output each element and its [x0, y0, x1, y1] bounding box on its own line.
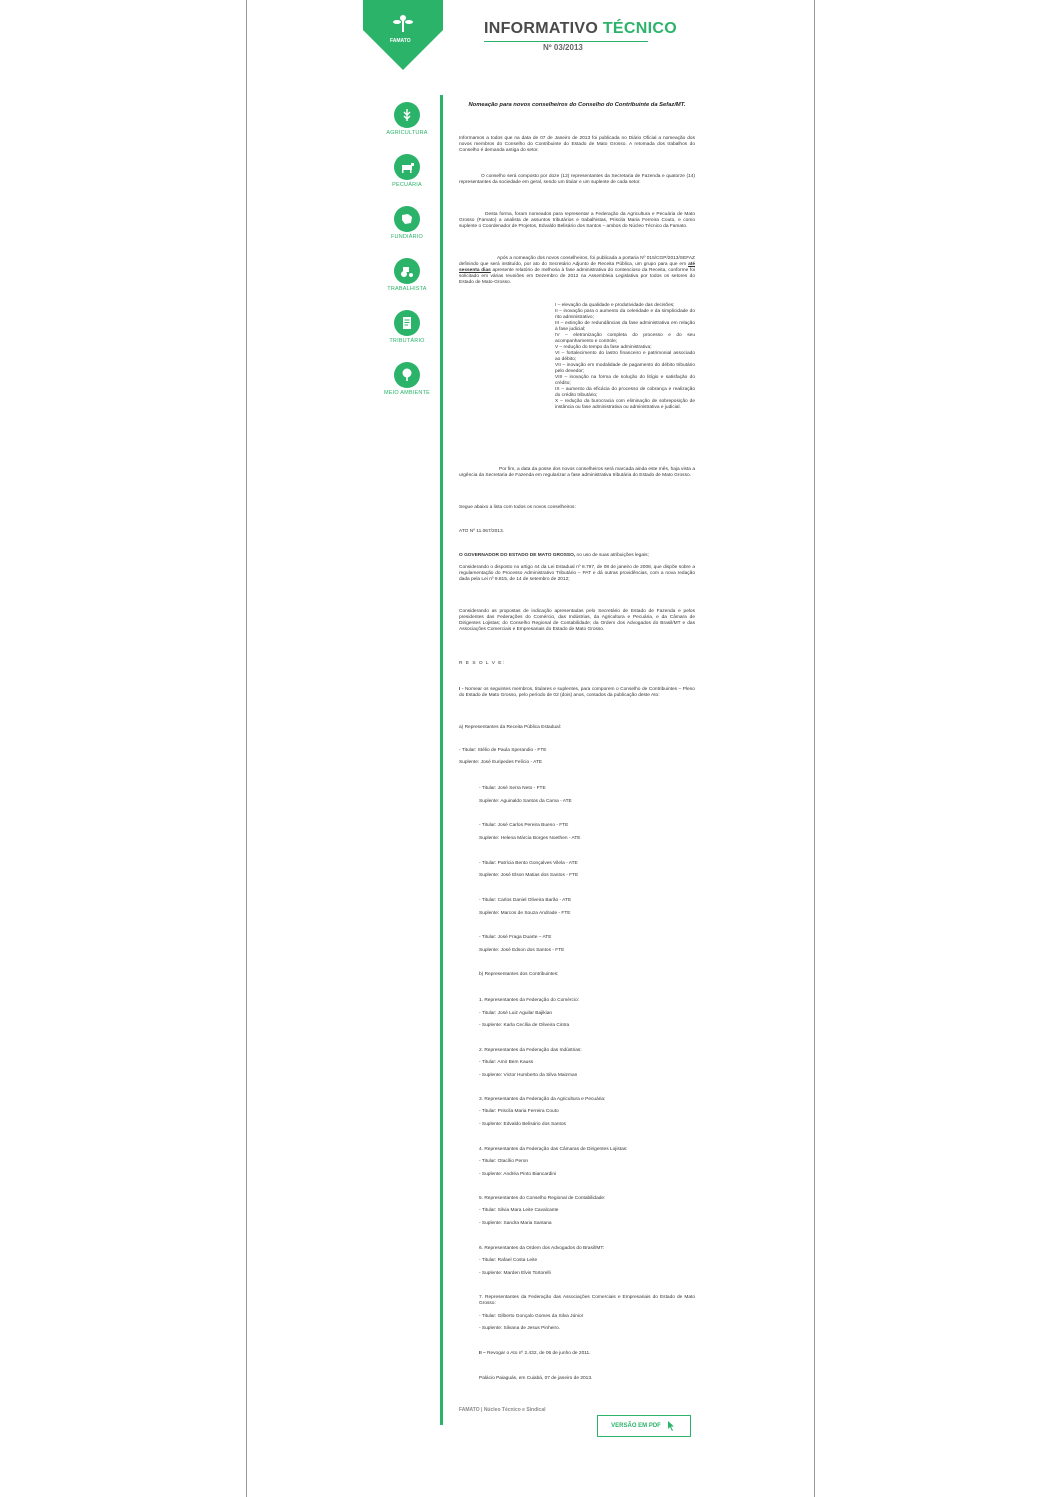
list-item: II – inovação para o aumento da celeridade e da simplicidade do rito administrativo; [555, 309, 695, 320]
list-item: 1. Representantes da Federação do Comércio: [479, 998, 579, 1003]
cursor-icon [665, 1420, 677, 1432]
paragraph: Considerando o disposto no artigo 44 da Lei Estadual nº 8.797, de 08 de janeiro de 2008, que dispõe sobre a regulamentação do Processo Administrativo Tributário – PAT e dá outras providências, com a nova redação dada pela Lei nº 9.815, de 14 de setembro de 2012; [459, 565, 695, 582]
map-icon [394, 206, 420, 232]
cow-icon [394, 154, 420, 180]
highlight-text: até sessenta dias [459, 262, 695, 273]
list-item: Suplente: José Elson Matias dos Santos - FTE [479, 873, 579, 878]
sidebar-item-meio-ambiente[interactable]: MEIO AMBIENTE [377, 362, 437, 396]
list-item: Suplente: Aguinaldo Santos da Cama - ATE [479, 799, 572, 804]
list-item: - Titular: Carlos Daniel Oliveira Barão - ATE [479, 898, 572, 903]
list-item: 4. Representantes da Federação das Câmaras de Dirigentes Lojistas: [479, 1147, 628, 1152]
list-item: - Suplente: Victor Humberto da Silva Maizman [479, 1073, 578, 1078]
objectives-list [555, 303, 695, 411]
list-item: - Titular: José Carlos Pereira Bueno - FTE [479, 823, 569, 828]
list-item: IX – aumento da eficácia do processo de cobrança e realização do crédito tributário; [555, 387, 695, 398]
list-item: - Titular: Priscila Maria Ferreira Couto [479, 1109, 559, 1114]
list-item: - Titular: José Luiz Aguilar Bajikian [479, 1011, 553, 1016]
paragraph: II – Revogar o Ato nº 2.432, de 06 de junho de 2011. [479, 1351, 591, 1356]
paragraph: Desta forma, foram nomeados para representar a Federação da Agricultura e Pecuária de Mato Grosso (Famato) a analista de assuntos tributários e trabalhistas, Priscila Maria Ferreira Couto, e como suplente o Coordenador de Projetos, Edvaldo Belisário dos Santos – ambos do Núcleo Técnico da Famato. [459, 212, 695, 229]
paragraph: O conselho será composto por doze (12) representantes da Secretaria de Fazenda e quatorze (14) representantes da sociedade em geral, sendo um titular e um suplente de cada setor. [459, 174, 695, 185]
list-item: - Titular: Stélio de Paula Sperandio - FTE [459, 748, 547, 753]
list-item: - Suplente: Edvaldo Belisário dos Santos [479, 1122, 566, 1127]
tractor-icon [394, 258, 420, 284]
list-item: - Titular: José Serra Neto - FTE [479, 786, 546, 791]
list-item: III – extinção de redundâncias da fase administrativa em relação à fase judicial; [555, 321, 695, 332]
section-heading: b) Representantes dos Contribuintes: [479, 972, 559, 977]
tree-icon [394, 362, 420, 388]
list-item: - Titular: Rafael Costa Leite [479, 1258, 538, 1263]
sidebar-item-tributario[interactable]: TRIBUTÁRIO [377, 310, 437, 344]
list-item: - Titular: Gilberto Gonçalo Gomes da Silva Júnior [479, 1314, 584, 1319]
list-item: - Suplente: Silvana de Jesus Pinheiro. [479, 1326, 561, 1331]
resolve-heading: R E S O L V E: [459, 661, 505, 666]
list-item: Suplente: José Edson dos Santos - FTE [479, 948, 565, 953]
list-item: 3. Representantes da Federação da Agricultura e Pecuária: [479, 1097, 606, 1102]
list-item: - Titular: Amir Bem Kauss [479, 1060, 534, 1065]
section-heading: a) Representantes da Receita Pública Estadual: [459, 725, 562, 730]
list-item: 6. Representantes da Ordem dos Advogados do Brasil/MT: [479, 1246, 605, 1251]
sidebar-item-trabalhista[interactable]: TRABALHISTA [377, 258, 437, 292]
list-item: - Suplente: Karla Cecília de Oliveira Cintra [479, 1023, 570, 1028]
list-item: Suplente: José Euripedes Felício - ATE [459, 760, 543, 765]
sidebar-item-agricultura[interactable]: AGRICULTURA [377, 102, 437, 136]
vertical-divider [440, 95, 443, 1425]
paragraph: Após a nomeação dos novos conselheiros, foi publicada a portaria Nº 015/CGP/2013/SEFAZ definindo que será instituído, por ato do Secretário Adjunto de Receita Pública, um grupo para que em até sessenta dias apresente relatório de melhoria à fase administrativa do contencioso da Receita, conforme foi solicitado em várias reuniões em Dezembro de 2012 na Assembleia Legislativa por todos os setores do Estado de Mato-Grosso. [459, 256, 695, 285]
header-divider [484, 41, 648, 42]
list-item: I – elevação da qualidade e produtividade das decisões; [555, 303, 675, 308]
list-item: - Titular: Patrícia Bento Gonçalves Vilela - ATE [479, 861, 578, 866]
paragraph: O GOVERNADOR DO ESTADO DE MATO GROSSO, no uso de suas atribuições legais; [459, 553, 649, 558]
list-item: Suplente: Marcos de Souza Andrade - FTE [479, 911, 571, 916]
famato-logo [363, 0, 443, 70]
paragraph: Por fim, a data da posse dos novos conselheiros será marcada ainda este mês, haja vista a urgência da Secretaria de Fazenda em regularizar a fase administrativa tributária do Estado de Mato Grosso. [459, 467, 695, 478]
list-item: VI – fortalecimento do lastro financeiro e patrimonial associado ao débito; [555, 351, 695, 362]
list-item: - Suplente: Sandra Maria Santana [479, 1221, 552, 1226]
list-item: 7. Representantes da Federação das Associações Comerciais e Empresariais do Estado de Mato Grosso: [479, 1295, 695, 1306]
wheat-icon [394, 102, 420, 128]
list-item: - Suplente: Andréa Pinto Biancardini [479, 1172, 557, 1177]
issue-number: Nº 03/2013 [543, 43, 583, 52]
list-item: 5. Representantes do Conselho Regional de Contabilidade: [479, 1196, 606, 1201]
document-icon [394, 310, 420, 336]
footer-label: FAMATO | Núcleo Técnico e Sindical [459, 1407, 546, 1413]
list-item: IV – eletronização completa do processo e do seu acompanhamento e controle; [555, 333, 695, 344]
list-item: - Titular: Otacílio Peron [479, 1159, 529, 1164]
list-item: - Suplente: Marden Elvis Tortorelli [479, 1271, 551, 1276]
list-item: VII – inovação em modalidade de pagamento do débito tributário pelo devedor; [555, 363, 695, 374]
closing-line: Palácio Paiaguás, em Cuiabá, 07 de janeiro de 2013. [479, 1376, 593, 1381]
pdf-download-button[interactable]: VERSÃO EM PDF [597, 1415, 691, 1437]
list-item: V – redução do tempo da fase administrativa; [555, 345, 652, 350]
paragraph: I - Nomear os seguintes membros, titulares e suplentes, para comporem o Conselho de Contribuintes – Pleno do Estado de Mato Grosso, pelo período de 02 (dois) anos, contados da publicação deste Ato: [459, 687, 695, 698]
document-page [246, 0, 815, 1497]
list-item: VIII – inovação na forma de solução do litígio e satisfação do crédito; [555, 375, 695, 386]
logo-label: FAMATO [390, 38, 411, 44]
article-title: Nomeação para novos conselheiros do Conselho do Contribuinte da Sefaz/MT. [468, 102, 686, 108]
paragraph: Informamos a todos que na data de 07 de Janeiro de 2013 foi publicada no Diário Oficial a nomeação dos novos membros do Conselho do Contribuinte do Estado de Mato Grosso. A retomada dos trabalhos do Conselho é demanda antiga do setor. [459, 136, 695, 153]
act-number: ATO Nº 11.067/2013. [459, 529, 504, 534]
list-item: 2. Representantes da Federação das Indústrias: [479, 1048, 582, 1053]
list-item: - Titular: Silvia Mara Leite Cavalcante [479, 1208, 559, 1213]
list-item: X – redução da burocracia com eliminação de sobreposição de instância ou fase administrativa ou administrativa e judicial. [555, 399, 695, 410]
paragraph: Considerando as propostas de indicação apresentadas pelo Secretário de Estado de Fazenda e pelos presidentes das Federações do Comércio, das Indústrias, da Agricultura e Pecuária, e da Câmara de Dirigentes Lojistas; do Conselho Regional de Contabilidade; da Ordem dos Advogados do Brasil/MT e das Associações Comerciais e Empresariais do Estado de Mato Grosso. [459, 609, 695, 632]
page-title: INFORMATIVO TÉCNICO [484, 20, 677, 37]
sidebar-item-fundiario[interactable]: FUNDIÁRIO [377, 206, 437, 240]
sidebar-item-pecuaria[interactable]: PECUÁRIA [377, 154, 437, 188]
paragraph: Segue abaixo a lista com todos os novos conselheiros: [459, 505, 576, 510]
list-item: - Titular: José Fraga Duarte – ATE [479, 935, 552, 940]
list-item: Suplente: Helena Márcia Borges Noethen - ATE [479, 836, 581, 841]
